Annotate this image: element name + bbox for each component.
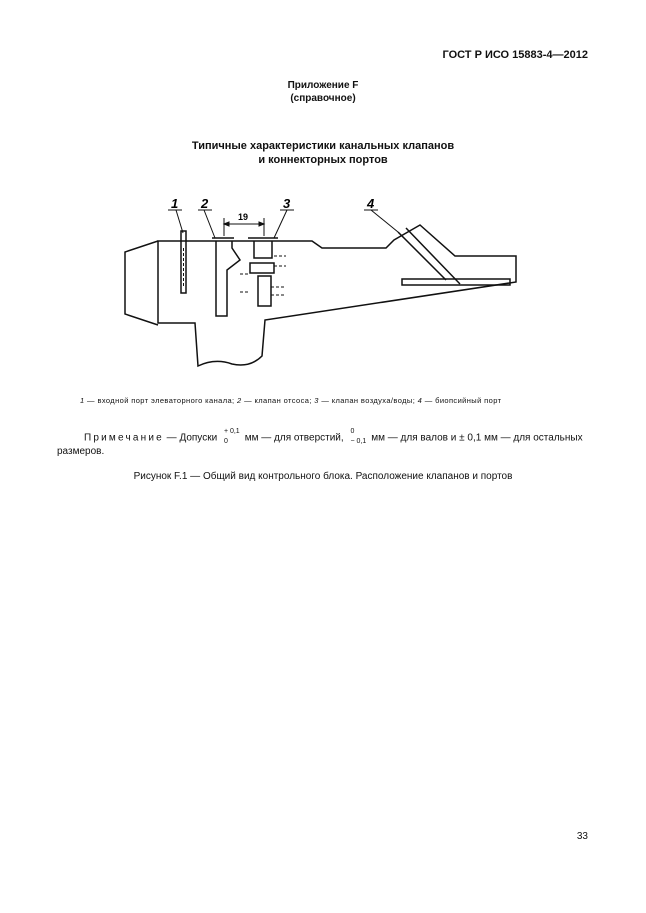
block-outline — [158, 225, 516, 366]
callout-4: 4 — [367, 196, 375, 211]
tolerance-holes-lower: 0 — [223, 438, 228, 445]
tolerance-shafts-lower: − 0,1 — [350, 438, 367, 445]
legend-text-1: — входной порт элеваторного канала; — [84, 396, 238, 405]
legend-number-1: 1 — [80, 396, 85, 405]
annex-subtitle: (справочное) — [290, 93, 356, 104]
tolerance-holes — [220, 428, 242, 448]
note-text-b: мм — для отверстий, — [241, 432, 347, 444]
page-number: 33 — [576, 831, 588, 842]
legend-number-2: 2 — [237, 396, 242, 405]
callout-2: 2 — [201, 196, 209, 211]
legend-number-3: 3 — [314, 396, 319, 405]
legend-text-2: — клапан отсоса; — [241, 396, 315, 405]
note-text-a: — Допуски — [163, 432, 220, 444]
tolerance-shafts — [346, 428, 368, 448]
section-heading-line2: и коннекторных портов — [258, 154, 388, 166]
block-end-cap — [125, 241, 158, 325]
note-label: Примечание — [84, 432, 164, 444]
legend-text-3: — клапан воздуха/воды; — [318, 396, 418, 405]
figure-caption: Рисунок F.1 — Общий вид контрольного блока. Расположение клапанов и портов — [133, 471, 513, 482]
port-4 — [398, 228, 460, 284]
legend-text-4: — биопсийный порт — [422, 396, 502, 405]
standard-id: ГОСТ Р ИСО 15883-4—2012 — [442, 49, 588, 61]
valve-2 — [216, 241, 240, 316]
control-block-diagram — [0, 188, 646, 388]
note-text-c: мм — для валов и ± 0,1 мм — для остальных — [368, 432, 583, 444]
tolerance-shafts-upper: 0 — [350, 428, 355, 435]
figure-legend — [80, 396, 501, 405]
note-continuation: размеров. — [57, 446, 105, 457]
dimension-label: 19 — [238, 212, 249, 222]
section-heading-line1: Типичные характеристики канальных клапанов — [191, 140, 455, 152]
callout-1: 1 — [171, 196, 179, 211]
legend-number-4: 4 — [417, 396, 423, 405]
tolerance-holes-upper: + 0,1 — [223, 428, 240, 435]
note — [84, 428, 583, 448]
valve-3 — [254, 241, 272, 258]
callout-3: 3 — [283, 196, 291, 211]
annex-title: Приложение F — [287, 80, 359, 91]
